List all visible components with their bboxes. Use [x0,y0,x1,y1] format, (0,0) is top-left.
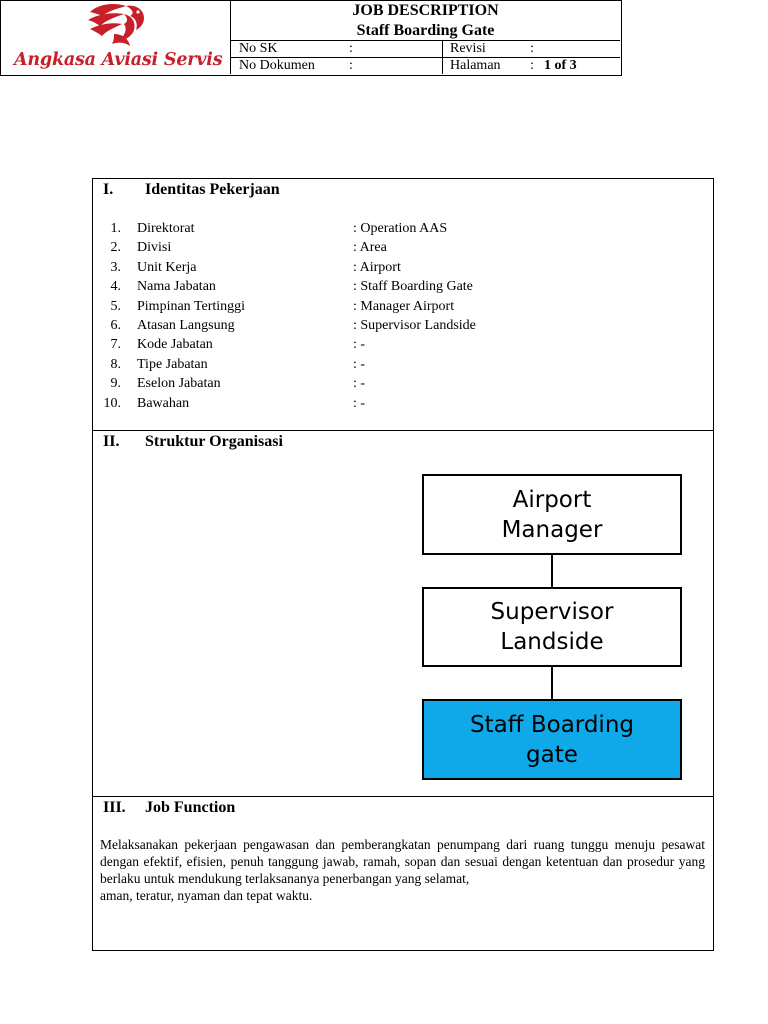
list-item-number: 1. [110,221,121,236]
list-item-number: 10. [103,395,121,411]
list-item-value: : - [353,395,366,411]
list-item-value: : Supervisor Landside [353,318,476,333]
section-title: Struktur Organisasi [145,433,283,450]
list-item-number: 4. [110,279,121,295]
list-item [93,335,713,354]
list-item-label: Eselon Jabatan [137,376,221,392]
list-item-label: Bawahan [137,395,190,411]
section-number: I. [103,181,114,198]
list-item-label: Direktorat [137,221,195,236]
list-item-value: : - [353,356,366,372]
list-item-number: 2. [110,240,121,256]
no-sk-colon: : [349,41,353,56]
job-function-text [100,836,705,904]
list-item-value: : Staff Boarding Gate [353,279,473,295]
no-dokumen-label: No Dokumen [239,58,315,73]
list-item-value: : Airport [353,259,401,275]
list-item-value: : Manager Airport [353,298,455,314]
list-item-label: Tipe Jabatan [137,356,208,372]
header-row-sk [231,40,620,58]
revisi-colon: : [530,41,534,56]
list-item [93,277,713,296]
org-connector [551,555,553,587]
list-item-number: 7. [110,337,121,353]
title-area [231,0,620,41]
list-item-value: : - [353,337,366,353]
section-job-function [92,796,714,951]
org-box-airport-manager: Airport Manager [422,474,682,555]
halaman-colon: : [530,58,534,73]
logo-cell [0,0,231,74]
no-sk-label: No SK [239,41,278,56]
list-item-label: Divisi [137,240,172,256]
list-item-value: : - [353,376,366,392]
org-box-supervisor-landside: Supervisor Landside [422,587,682,667]
section-identitas-pekerjaan [92,178,714,431]
no-dokumen-colon: : [349,58,353,73]
list-item [93,316,713,335]
list-item-value: : Operation AAS [353,221,448,236]
list-item [93,258,713,277]
list-item [93,238,713,257]
list-item-label: Atasan Langsung [137,318,235,333]
company-name: Angkasa Aviasi Servis [14,50,223,70]
org-connector [551,667,553,699]
section-title: Job Function [145,799,236,816]
header-row-dokumen [231,57,620,74]
section-number: III. [103,799,126,816]
list-item-number: 3. [110,259,121,275]
list-item [93,394,713,413]
list-item [93,297,713,316]
list-item-label: Kode Jabatan [137,337,213,353]
section-title: Identitas Pekerjaan [145,181,280,198]
list-item-label: Pimpinan Tertinggi [137,298,246,314]
list-item-number: 9. [110,376,121,392]
winged-lion-logo-icon [84,2,148,52]
halaman-value: 1 of 3 [544,58,577,73]
list-item-number: 5. [110,298,121,314]
list-item [93,374,713,393]
list-item [93,219,713,238]
document-header [0,0,622,76]
page-subtitle: Staff Boarding Gate [356,22,495,39]
list-item-label: Unit Kerja [137,259,197,275]
revisi-label: Revisi [450,41,486,56]
halaman-label: Halaman [450,58,501,73]
page-title: JOB DESCRIPTION [352,2,499,19]
job-function-paragraph-end: aman, teratur, nyaman dan tepat waktu. [100,888,313,903]
list-item-number: 6. [110,318,121,333]
section-number: II. [103,433,120,450]
org-box-staff-boarding-gate: Staff Boarding gate [422,699,682,780]
list-item-label: Nama Jabatan [137,279,216,295]
list-item-number: 8. [110,356,121,372]
job-function-paragraph: Melaksanakan pekerjaan pengawasan dan pemberangkatan penumpang dari ruang tunggu menuju pesawat dengan efektif, efisien, penuh tanggung jawab, ramah, sopan dan sesuai dengan ketentuan dan prosedur yang berlaku untuk mendukung terlaksananya penerbangan yang selamat, [100,837,705,886]
section-struktur-organisasi [92,430,714,797]
list-item-value: : Area [353,240,387,256]
list-item [93,355,713,374]
